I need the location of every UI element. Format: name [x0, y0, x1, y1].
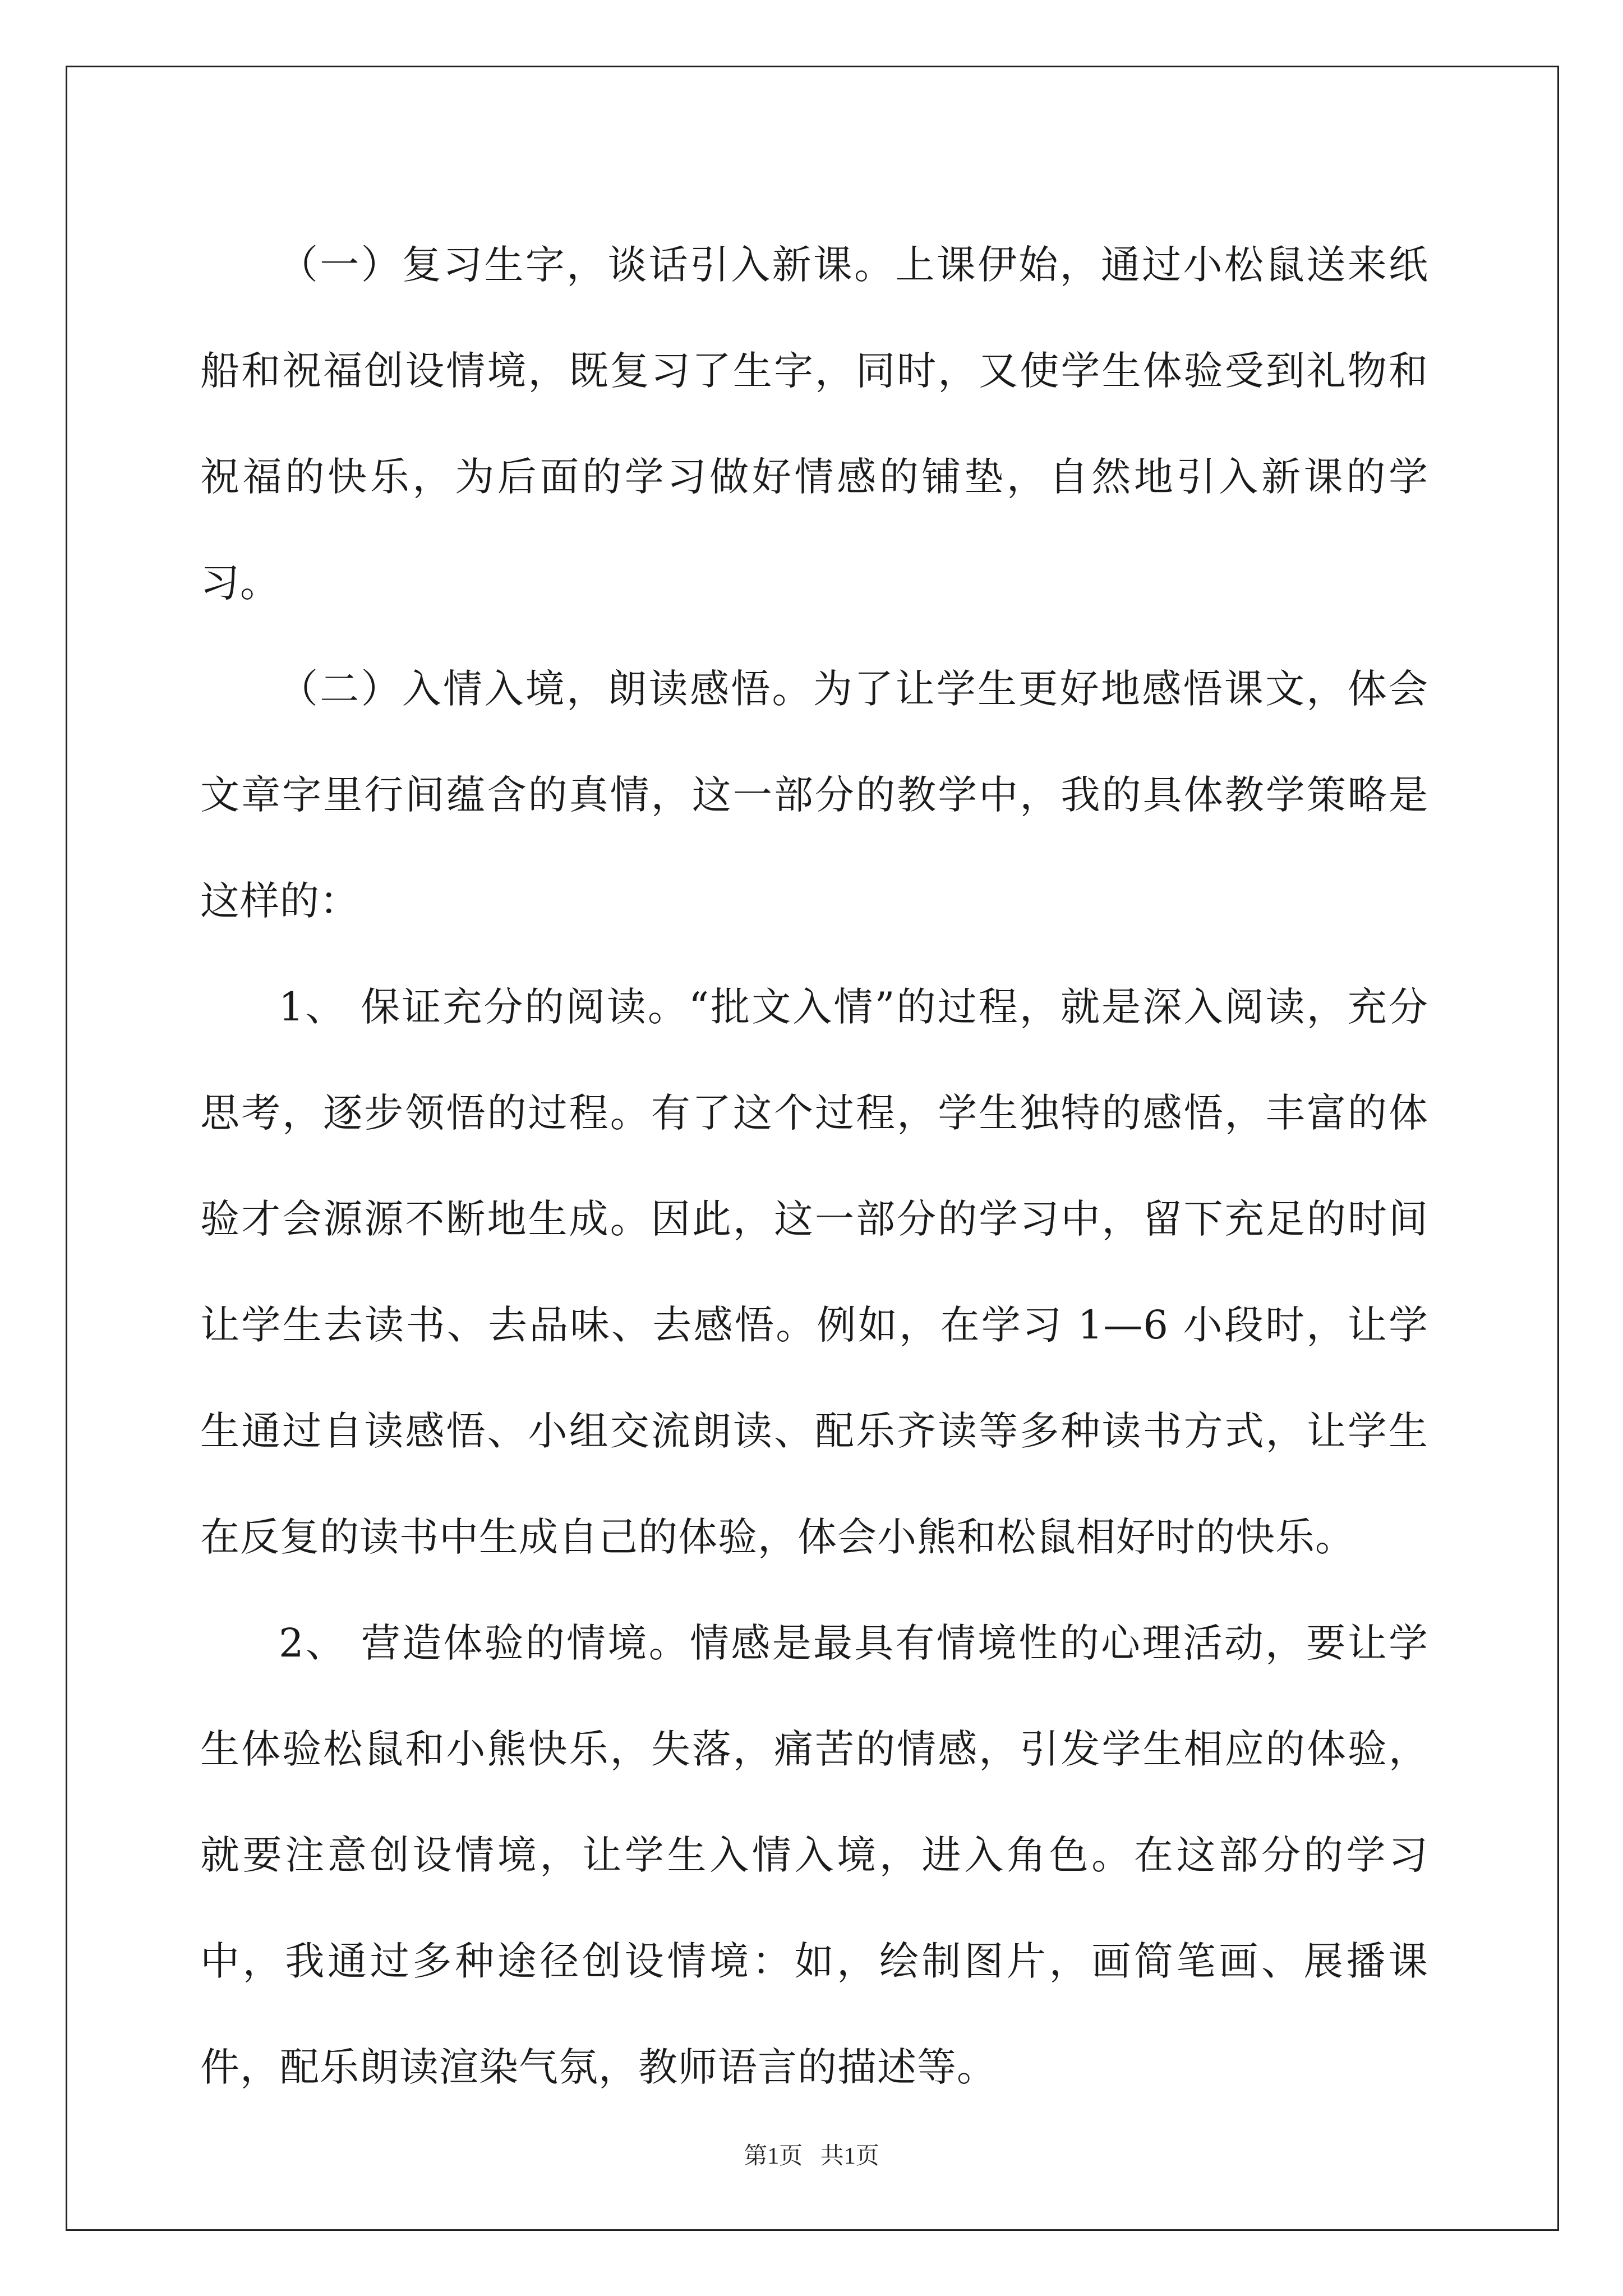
paragraph-reading-strategy: （二）入情入境，朗读感悟。为了让学生更好地感悟课文，体会文章字里行间蕴含的真情，这一部分的教学中，我的具体教学策略是这样的： — [200, 666, 1428, 924]
page-number-current: 第1页 — [744, 2143, 803, 2169]
page-footer — [0, 2137, 1623, 2171]
paragraph-point-1: 1、 保证充分的阅读。“批文入情”的过程，就是深入阅读，充分思考，逐步领悟的过程。有了这个过程，学生独特的感悟，丰富的体验才会源源不断地生成。因此，这一部分的学习中，留下充足的时间让学生去读书、去品味、去感悟。例如，在学习 1—6 小段时，让学生通过自读感悟、小组交流朗读、配乐齐读等多种读书方式，让学生在反复的读书中生成自己的体验，体会小熊和松鼠相好时的快乐。 — [200, 984, 1428, 1560]
document-body — [200, 212, 1428, 2120]
page-number-total: 共1页 — [820, 2143, 879, 2169]
paragraph-point-2: 2、 营造体验的情境。情感是最具有情境性的心理活动，要让学生体验松鼠和小熊快乐，失落，痛苦的情感，引发学生相应的体验，就要注意创设情境，让学生入情入境，进入角色。在这部分的学习中，我通过多种途径创设情境：如，绘制图片，画简笔画、展播课件，配乐朗读渲染气氛，教师语言的描述等。 — [200, 1620, 1428, 2090]
paragraph-review-intro: （一）复习生字，谈话引入新课。上课伊始，通过小松鼠送来纸船和祝福创设情境，既复习了生字，同时，又使学生体验受到礼物和祝福的快乐，为后面的学习做好情感的铺垫，自然地引入新课的学习。 — [200, 242, 1428, 606]
